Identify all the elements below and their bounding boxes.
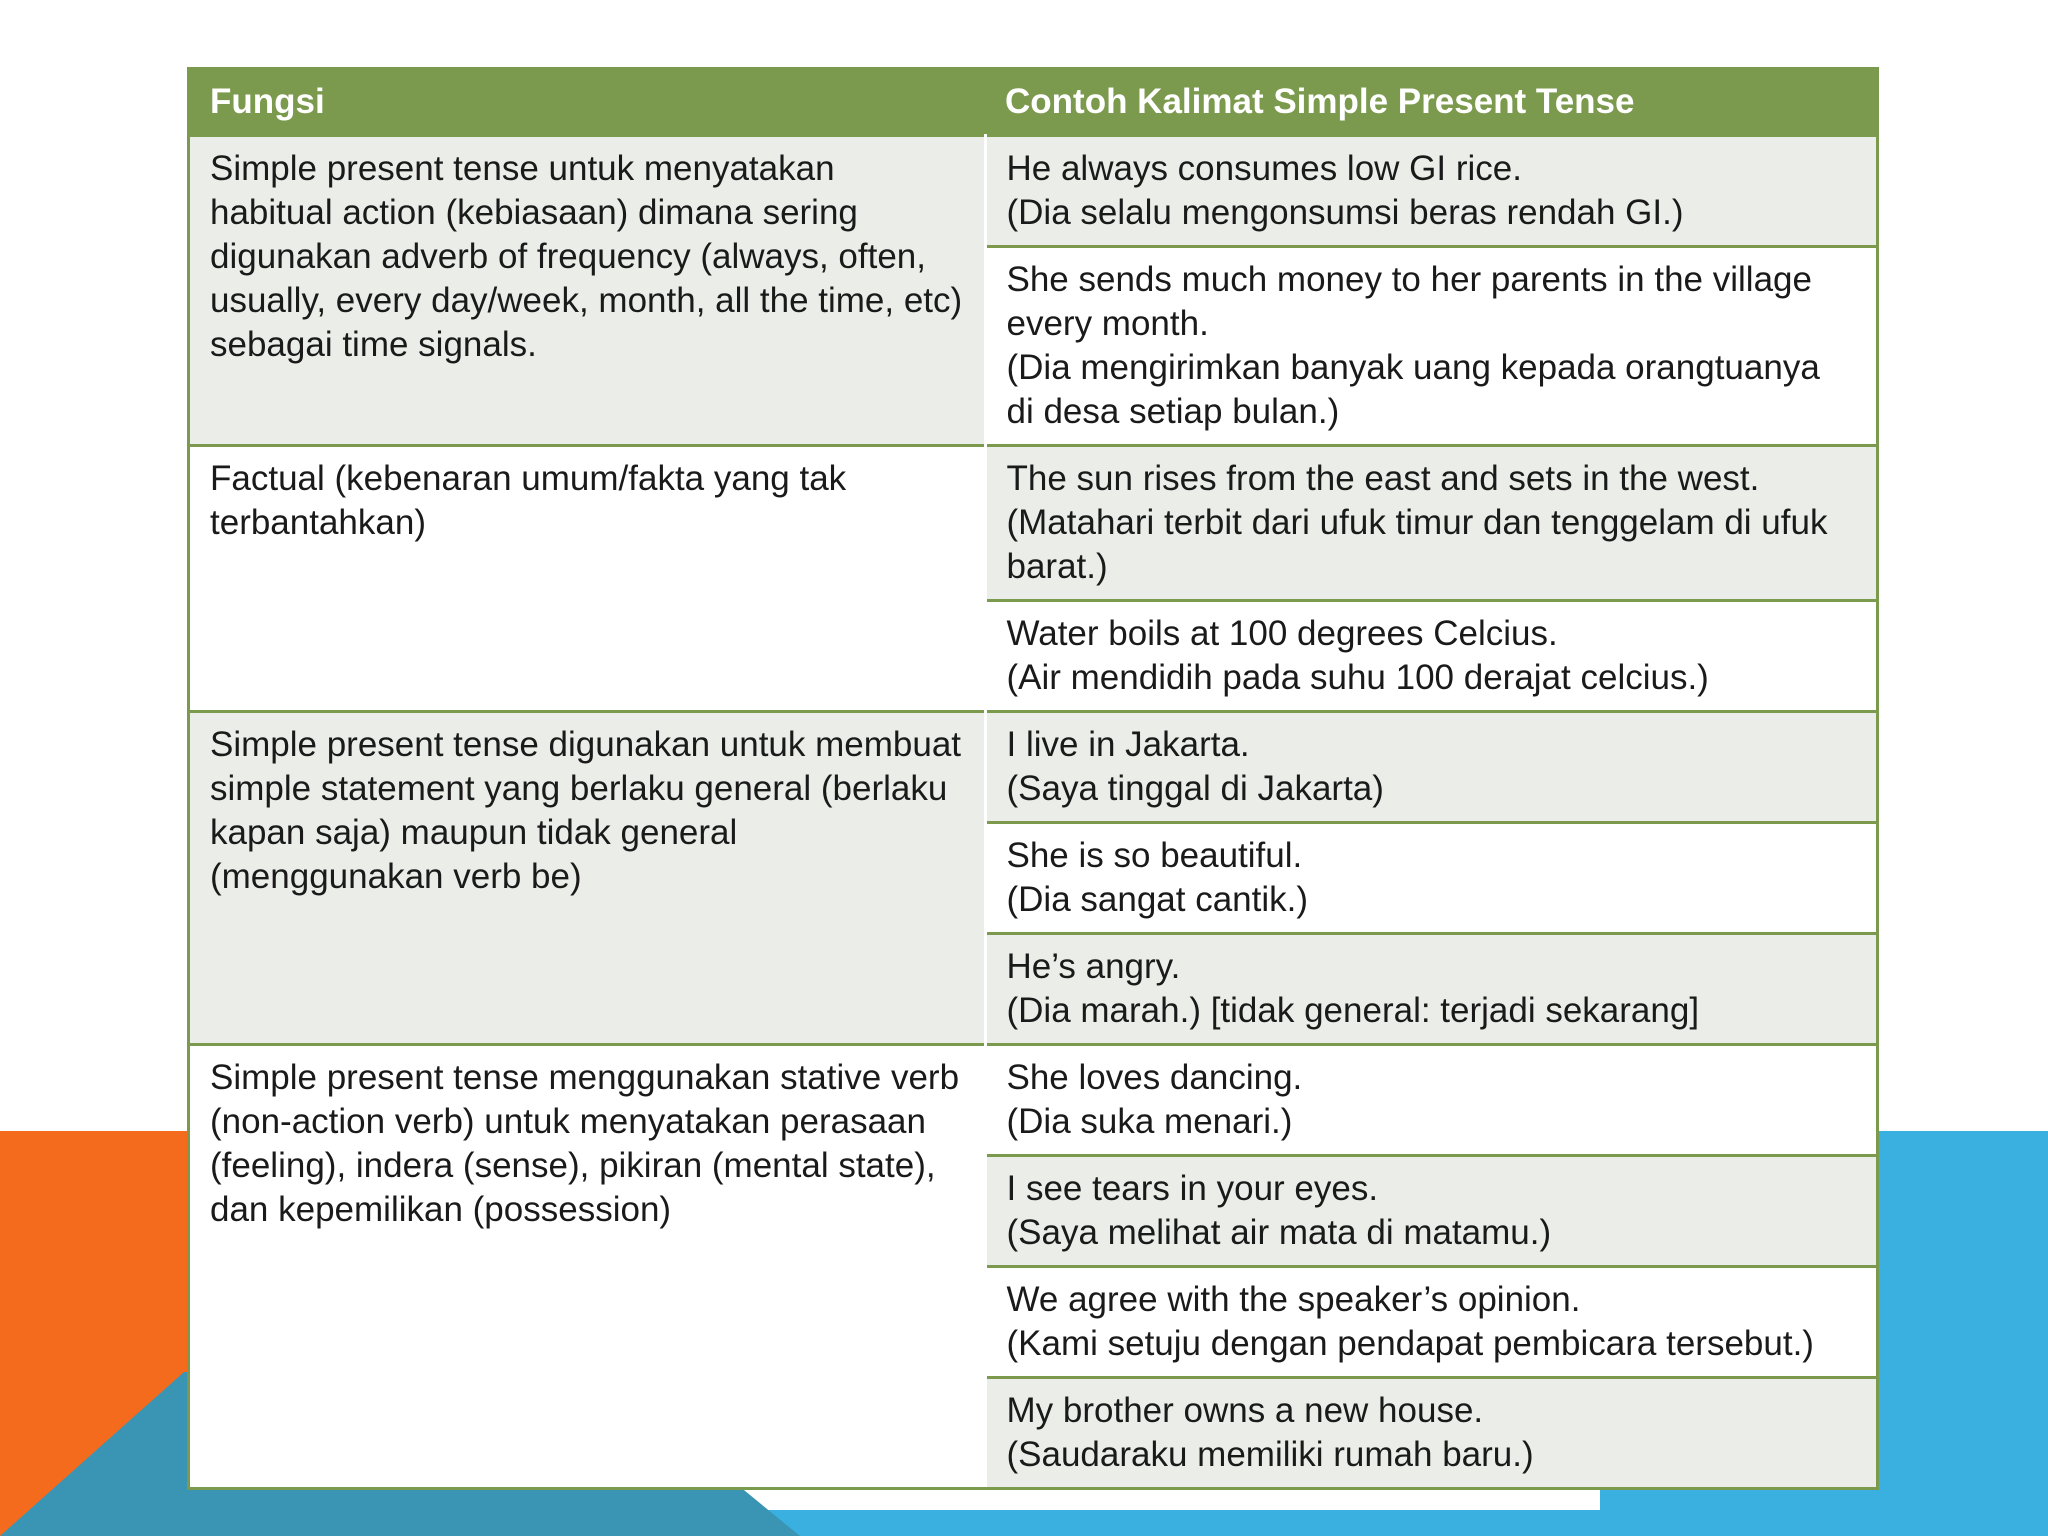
example-indonesian: (Kami setuju dengan pendapat pembicara tersebut.) xyxy=(1006,1324,1814,1363)
table-row xyxy=(190,1045,1876,1156)
function-cell: Simple present tense menggunakan stative verb (non-action verb) untuk menyatakan perasaan (feeling), indera (sense), pikiran (mental state), dan kepemilikan (possession) xyxy=(190,1045,985,1488)
example-indonesian: (Saya melihat air mata di matamu.) xyxy=(1006,1213,1552,1252)
example-indonesian: (Saudaraku memiliki rumah baru.) xyxy=(1006,1435,1534,1474)
header-function: Fungsi xyxy=(190,70,985,136)
example-english: We agree with the speaker’s opinion. xyxy=(1006,1280,1581,1319)
header-example: Contoh Kalimat Simple Present Tense xyxy=(985,70,1876,136)
tense-table-container xyxy=(187,67,1879,1490)
example-cell xyxy=(985,934,1876,1045)
example-indonesian: (Dia sangat cantik.) xyxy=(1006,880,1309,919)
example-cell xyxy=(985,601,1876,712)
example-indonesian: (Matahari terbit dari ufuk timur dan tenggelam di ufuk barat.) xyxy=(1006,503,1828,586)
example-indonesian: (Saya tinggal di Jakarta) xyxy=(1006,769,1384,808)
function-cell: Factual (kebenaran umum/fakta yang tak terbantahkan) xyxy=(190,446,985,712)
example-english: I see tears in your eyes. xyxy=(1006,1169,1379,1208)
example-english: She loves dancing. xyxy=(1006,1058,1303,1097)
example-cell xyxy=(985,446,1876,601)
example-english: My brother owns a new house. xyxy=(1006,1391,1484,1430)
example-english: Water boils at 100 degrees Celcius. xyxy=(1006,614,1558,653)
table-row xyxy=(190,446,1876,601)
example-cell xyxy=(985,1045,1876,1156)
example-cell xyxy=(985,823,1876,934)
example-indonesian: (Dia suka menari.) xyxy=(1006,1102,1293,1141)
example-english: She sends much money to her parents in the village every month. xyxy=(1006,260,1812,343)
example-indonesian: (Dia mengirimkan banyak uang kepada orangtuanya di desa setiap bulan.) xyxy=(1006,348,1820,431)
example-cell xyxy=(985,136,1876,247)
example-cell xyxy=(985,1156,1876,1267)
table-row xyxy=(190,136,1876,247)
example-cell xyxy=(985,712,1876,823)
example-cell xyxy=(985,247,1876,446)
table-row xyxy=(190,712,1876,823)
function-cell: Simple present tense digunakan untuk membuat simple statement yang berlaku general (berlaku kapan saja) maupun tidak general (menggunakan verb be) xyxy=(190,712,985,1045)
example-cell xyxy=(985,1267,1876,1378)
example-english: He’s angry. xyxy=(1006,947,1181,986)
example-indonesian: (Dia marah.) [tidak general: terjadi sekarang] xyxy=(1006,991,1700,1030)
table-header-row xyxy=(190,70,1876,136)
example-cell xyxy=(985,1378,1876,1488)
example-english: The sun rises from the east and sets in the west. xyxy=(1006,459,1760,498)
example-english: She is so beautiful. xyxy=(1006,836,1303,875)
background-blue-strip xyxy=(760,1510,2048,1536)
function-cell: Simple present tense untuk menyatakan habitual action (kebiasaan) dimana sering digunakan adverb of frequency (always, often, usually, every day/week, month, all the time, etc) sebagai time signals. xyxy=(190,136,985,446)
example-english: He always consumes low GI rice. xyxy=(1006,149,1522,188)
example-indonesian: (Air mendidih pada suhu 100 derajat celcius.) xyxy=(1006,658,1709,697)
example-indonesian: (Dia selalu mengonsumsi beras rendah GI.) xyxy=(1006,193,1684,232)
simple-present-tense-table xyxy=(190,70,1876,1487)
example-english: I live in Jakarta. xyxy=(1006,725,1250,764)
